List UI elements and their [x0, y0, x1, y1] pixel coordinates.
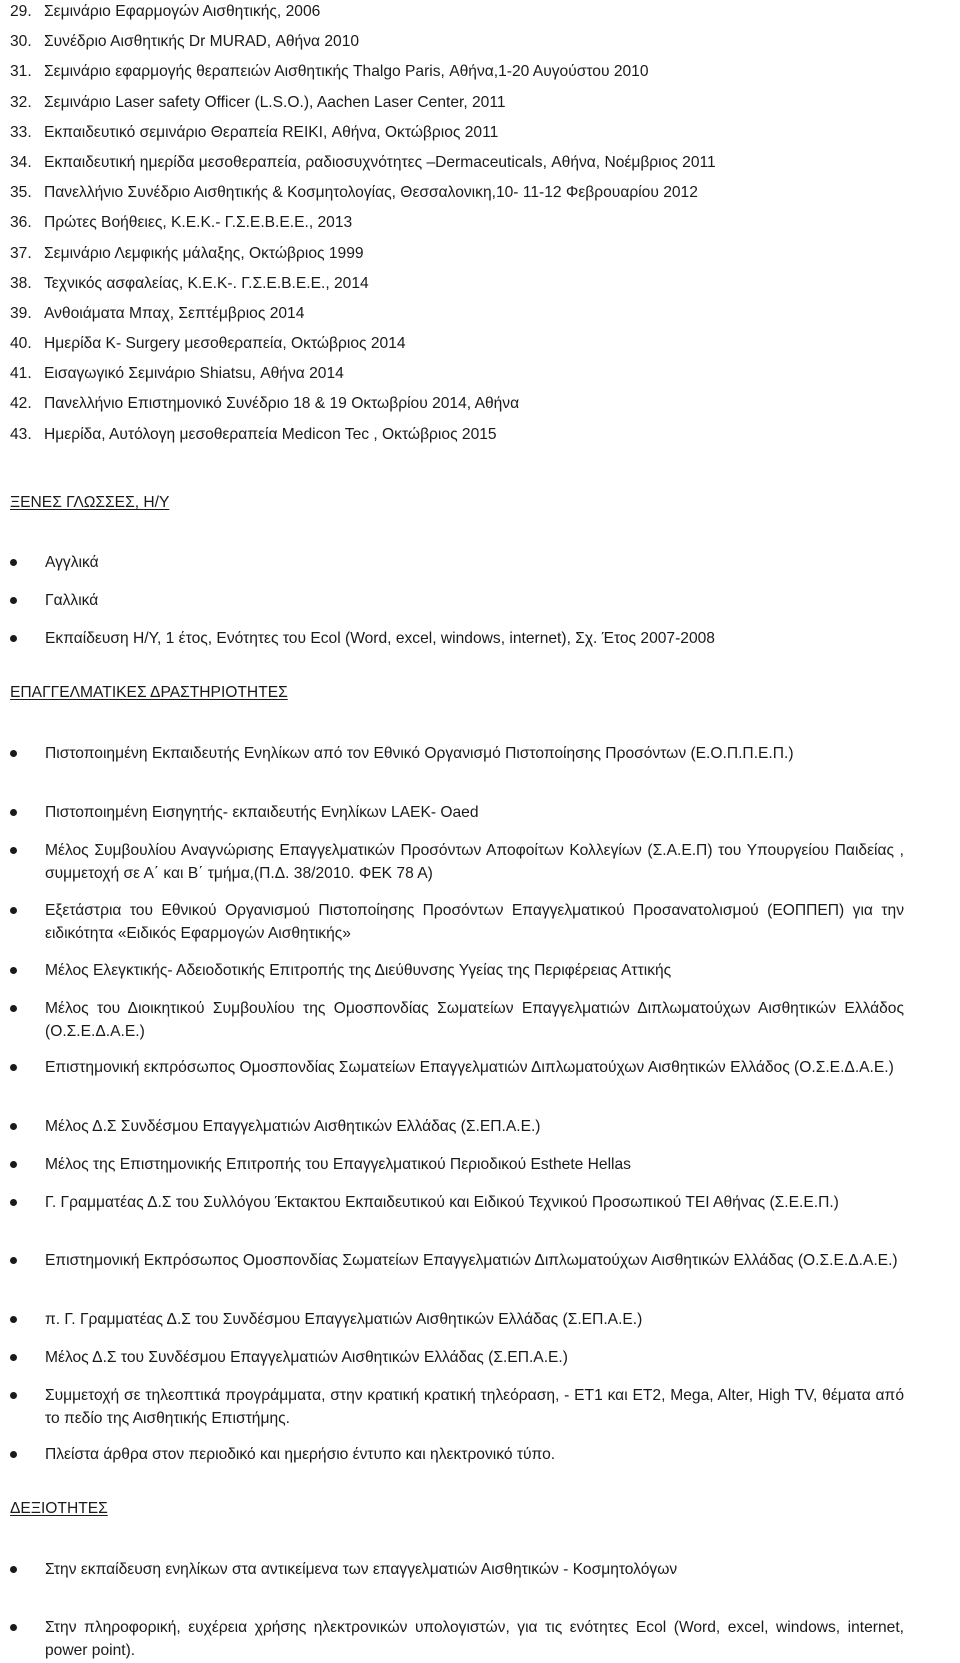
- list-item: 43. Ημερίδα, Αυτόλογη μεσοθεραπεία Medicon Tec , Οκτώβριος 2015: [10, 425, 497, 443]
- list-item: Στην εκπαίδευση ενηλίκων στα αντικείμενα των επαγγελματιών Αισθητικών - Κοσμητολόγων: [10, 1559, 904, 1582]
- bullet-dot: [10, 907, 17, 914]
- bullet-dot: [10, 1161, 17, 1168]
- list-item: Γαλλικά: [10, 590, 904, 613]
- professional-heading: ΕΠΑΓΓΕΛΜΑΤΙΚΕΣ ΔΡΑΣΤΗΡΙΟΤΗΤΕΣ: [10, 684, 288, 701]
- bullet-dot: [10, 967, 17, 974]
- list-item: Επιστημονική Εκπρόσωπος Ομοσπονδίας Σωματείων Επαγγελματιών Διπλωματούχων Αισθητικών Ελλάδας (Ο.Σ.Ε.Δ.Α.Ε.): [10, 1250, 904, 1273]
- bullet-dot: [10, 1624, 17, 1631]
- bullet-dot: [10, 1123, 17, 1130]
- bullet-dot: [10, 1199, 17, 1206]
- list-item: 35. Πανελλήνιο Συνέδριο Αισθητικής & Κοσμητολογίας, Θεσσαλονικη,10- 11-12 Φεβρουαρίου 2012: [10, 184, 698, 202]
- list-item: Πλείστα άρθρα στον περιοδικό και ημερήσιο έντυπο και ηλεκτρονικό τύπο.: [10, 1444, 904, 1467]
- list-item: Μέλος Ελεγκτικής- Αδειοδοτικής Επιτροπής της Διεύθυνσης Υγείας της Περιφέρειας Αττικής: [10, 960, 904, 983]
- list-item: Μέλος της Επιστημονικής Επιτροπής του Επαγγελματικού Περιοδικού Esthete Hellas: [10, 1154, 904, 1177]
- list-item: Αγγλικά: [10, 552, 904, 575]
- list-item: Μέλος του Διοικητικού Συμβουλίου της Ομοσπονδίας Σωματείων Επαγγελματιών Διπλωματούχων Αισθητικών Ελλάδος (Ο.Σ.Ε.Δ.Α.Ε.): [10, 998, 904, 1043]
- list-item: Στην πληροφορική, ευχέρεια χρήσης ηλεκτρονικών υπολογιστών, για τις ενότητες Ecol (Word, excel, windows, internet, power point).: [10, 1617, 904, 1662]
- list-item: Εξετάστρια του Εθνικού Οργανισμού Πιστοποίησης Προσόντων Επαγγελματικού Προσανατολισμού (ΕΟΠΠΕΠ) για την ειδικότητα «Ειδικός Εφαρμογών Αισθητικής»: [10, 900, 904, 945]
- bullet-dot: [10, 1392, 17, 1399]
- seminar-list: [10, 0, 910, 450]
- list-item: 34. Εκπαιδευτική ημερίδα μεσοθεραπεία, ραδιοσυχνότητες –Dermaceuticals, Αθήνα, Νοέμβριος 2011: [10, 153, 716, 171]
- list-item: Μέλος Δ.Σ του Συνδέσμου Επαγγελματιών Αισθητικών Ελλάδας (Σ.ΕΠ.Α.Ε.): [10, 1347, 904, 1370]
- list-item: Γ. Γραμματέας Δ.Σ του Συλλόγου Έκτακτου Εκπαιδευτικού και Ειδικού Τεχνικού Προσωπικού ΤΕΙ Αθήνας (Σ.Ε.Ε.Π.): [10, 1192, 904, 1215]
- bullet-dot: [10, 1316, 17, 1323]
- list-item: 31. Σεμινάριο εφαρμογής θεραπειών Αισθητικής Thalgo Paris, Αθήνα,1-20 Αυγούστου 2010: [10, 63, 649, 81]
- list-item: 30. Συνέδριο Αισθητικής Dr MURAD, Αθήνα 2010: [10, 33, 360, 51]
- bullet-dot: [10, 1451, 17, 1458]
- bullet-dot: [10, 1257, 17, 1264]
- bullet-dot: [10, 809, 17, 816]
- list-item: 41. Εισαγωγικό Σεμινάριο Shiatsu, Αθήνα 2014: [10, 365, 344, 383]
- skills-heading: ΔΕΞΙΟΤΗΤΕΣ: [10, 1500, 108, 1517]
- list-item: 32. Σεμινάριο Laser safety Officer (L.S.O.), Aachen Laser Center, 2011: [10, 93, 506, 111]
- bullet-dot: [10, 750, 17, 757]
- list-item: 36. Πρώτες Βοήθειες, Κ.Ε.Κ.- Γ.Σ.Ε.Β.Ε.Ε., 2013: [10, 214, 353, 232]
- bullet-dot: [10, 1064, 17, 1071]
- bullet-dot: [10, 1354, 17, 1361]
- list-item: Πιστοποιημένη Εισηγητής- εκπαιδευτής Ενηλίκων LAEK- Oaed: [10, 802, 904, 825]
- list-item: 38. Τεχνικός ασφαλείας, Κ.Ε.Κ-. Γ.Σ.Ε.Β.Ε.Ε., 2014: [10, 274, 369, 292]
- list-item: Μέλος Δ.Σ Συνδέσμου Επαγγελματιών Αισθητικών Ελλάδας (Σ.ΕΠ.Α.Ε.): [10, 1116, 904, 1139]
- list-item: Πιστοποιημένη Εκπαιδευτής Ενηλίκων από τον Εθνικό Οργανισμό Πιστοποίησης Προσόντων (Ε.Ο.Π.Π.Ε.Π.): [10, 743, 904, 766]
- list-item: 29. Σεμινάριο Εφαρμογών Αισθητικής, 2006: [10, 3, 321, 20]
- list-item: Εκπαίδευση Η/Υ, 1 έτος, Ενότητες του Ecol (Word, excel, windows, internet), Σχ. Έτος 2007-2008: [10, 628, 904, 651]
- languages-heading: ΞΕΝΕΣ ΓΛΩΣΣΕΣ, Η/Υ: [10, 494, 170, 511]
- bullet-dot: [10, 1005, 17, 1012]
- bullet-dot: [10, 1566, 17, 1573]
- bullet-dot: [10, 597, 17, 604]
- list-item: 40. Ημερίδα K- Surgery μεσοθεραπεία, Οκτώβριος 2014: [10, 335, 406, 353]
- list-item: 42. Πανελλήνιο Επιστημονικό Συνέδριο 18 & 19 Οκτωβρίου 2014, Αθήνα: [10, 395, 520, 413]
- list-item: π. Γ. Γραμματέας Δ.Σ του Συνδέσμου Επαγγελματιών Αισθητικών Ελλάδας (Σ.ΕΠ.Α.Ε.): [10, 1309, 904, 1332]
- list-item: Επιστημονική εκπρόσωπος Ομοσπονδίας Σωματείων Επαγγελματιών Διπλωματούχων Αισθητικών Ελλάδος (Ο.Σ.Ε.Δ.Α.Ε.): [10, 1057, 904, 1080]
- bullet-dot: [10, 559, 17, 566]
- list-item: 37. Σεμινάριο Λεμφικής μάλαξης, Οκτώβριος 1999: [10, 244, 364, 262]
- list-item: Μέλος Συμβουλίου Αναγνώρισης Επαγγελματικών Προσόντων Αποφοίτων Κολλεγίων (Σ.Α.Ε.Π) του Υπουργείου Παιδείας , συμμετοχή σε Α΄ και Β΄ τμήμα,(Π.Δ. 38/2010. ΦΕΚ 78 Α): [10, 840, 904, 885]
- list-item: 33. Εκπαιδευτικό σεμινάριο Θεραπεία REIKI, Αθήνα, Οκτώβριος 2011: [10, 123, 499, 141]
- bullet-dot: [10, 635, 17, 642]
- bullet-dot: [10, 847, 17, 854]
- list-item: Συμμετοχή σε τηλεοπτικά προγράμματα, στην κρατική κρατική τηλεόραση, - ΕΤ1 και ΕΤ2, Mega, Alter, High TV, θέματα από το πεδίο της Αισθητικής Επιστήμης.: [10, 1385, 904, 1430]
- list-item: 39. Ανθοιάματα Μπαχ, Σεπτέμβριος 2014: [10, 304, 305, 322]
